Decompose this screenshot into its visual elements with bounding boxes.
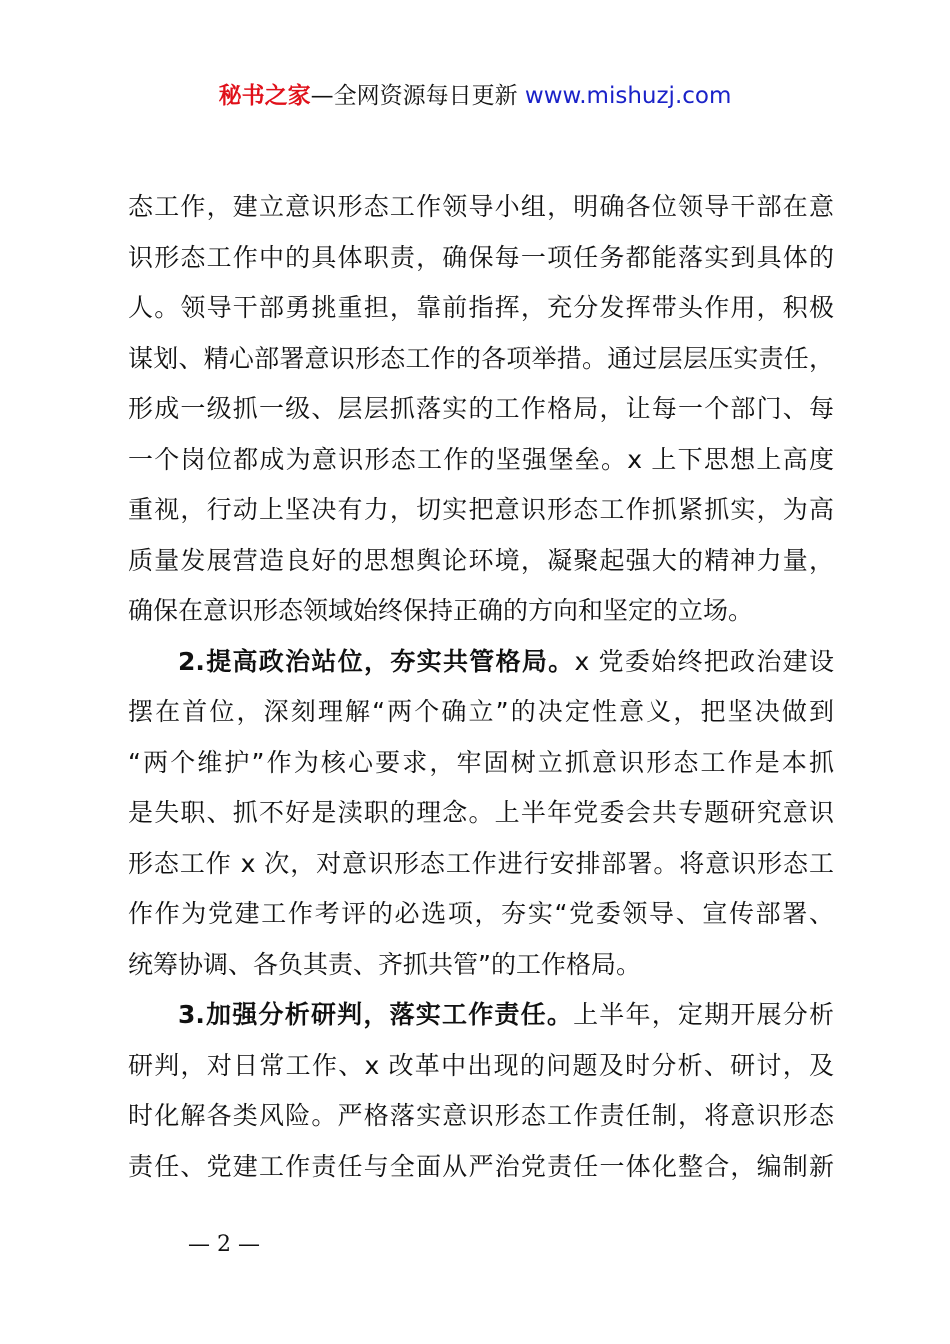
page-header — [0, 80, 950, 112]
body-text — [128, 182, 834, 1192]
text-line: 责任、党建工作责任与全面从严治党责任一体化整合，编制新 — [128, 1151, 834, 1181]
section-heading-2: 2.提高政治站位，夯实共管格局。 — [178, 646, 575, 676]
text-line: 是失职、抓不好是渎职的理念。上半年党委会共专题研究意识 — [128, 798, 834, 827]
text-line: 重视，行动上坚决有力，切实把意识形态工作抓紧抓实，为高 — [128, 495, 834, 524]
header-tagline: —全网资源每日更新 — [310, 83, 525, 109]
text-line: 形成一级抓一级、层层抓落实的工作格局，让每一个部门、每 — [128, 394, 834, 423]
text-line: 形态工作 x 次，对意识形态工作进行安排部署。将意识形态工 — [128, 848, 834, 878]
paragraph-2-intro: x 党委始终把政治建设 — [574, 646, 834, 676]
site-url-link[interactable]: www.mishuzj.com — [524, 83, 732, 109]
text-line: 态工作，建立意识形态工作领导小组，明确各位领导干部在意 — [128, 192, 834, 221]
paragraph-2-first-line — [128, 637, 834, 688]
text-line: 研判，对日常工作、x 改革中出现的问题及时分析、研讨，及 — [128, 1050, 834, 1080]
text-line: 作作为党建工作考评的必选项，夯实“党委领导、宣传部署、 — [128, 899, 834, 928]
section-heading-3: 3.加强分析研判，落实工作责任。 — [178, 1000, 574, 1029]
text-line: “两个维护”作为核心要求，牢固树立抓意识形态工作是本抓 — [128, 747, 834, 777]
text-line: 人。领导干部勇挑重担，靠前指挥，充分发挥带头作用，积极 — [128, 293, 834, 322]
text-line: 一个岗位都成为意识形态工作的坚强堡垒。x 上下思想上高度 — [128, 444, 834, 474]
text-line: 统筹协调、各负其责、齐抓共管”的工作格局。 — [128, 949, 641, 979]
page-number: — 2 — — [188, 1232, 260, 1257]
text-line: 质量发展营造良好的思想舆论环境，凝聚起强大的精神力量， — [128, 545, 834, 575]
text-line: 摆在首位，深刻理解“两个确立”的决定性意义，把坚决做到 — [128, 697, 834, 726]
text-line: 识形态工作中的具体职责，确保每一项任务都能落实到具体的 — [128, 242, 834, 272]
paragraph-3-intro: 上半年，定期开展分析 — [573, 1000, 834, 1029]
text-line: 时化解各类风险。严格落实意识形态工作责任制，将意识形态 — [128, 1101, 834, 1130]
text-line: 谋划、精心部署意识形态工作的各项举措。通过层层压实责任， — [128, 343, 834, 373]
paragraph-3-first-line — [128, 990, 834, 1041]
text-line: 确保在意识形态领域始终保持正确的方向和坚定的立场。 — [128, 596, 754, 625]
brand-name: 秘书之家 — [218, 83, 311, 109]
